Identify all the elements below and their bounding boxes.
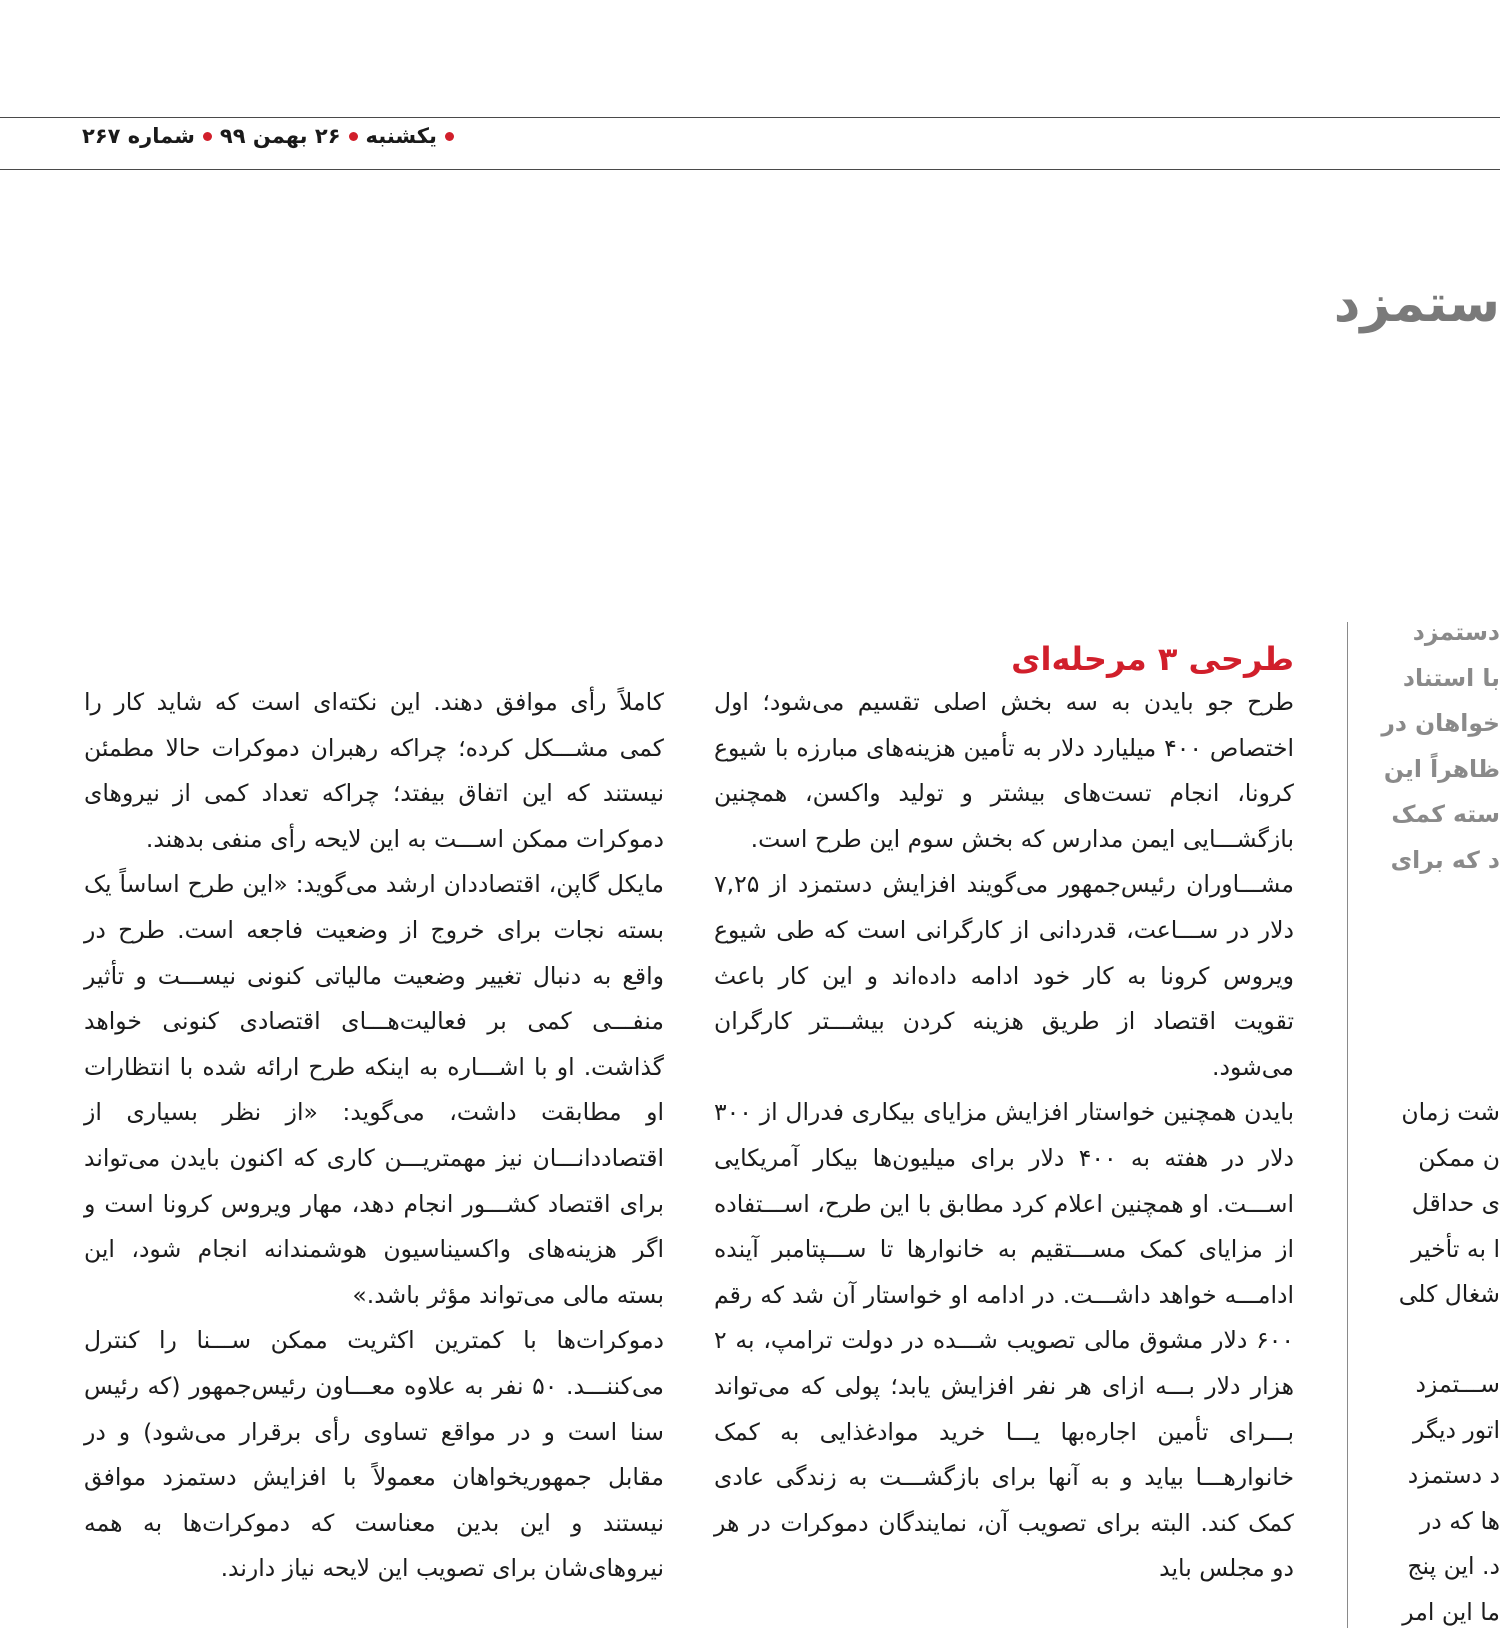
middle-column — [714, 680, 1294, 1592]
right-column-block-1 — [1381, 610, 1500, 884]
right-column-line: ‌ها که در — [1419, 1506, 1500, 1535]
right-column-line: شت زمان — [1401, 1098, 1500, 1126]
paragraph: دموکرات‌ها با کمترین اکثریت ممکن ســـنا را کنترل می‌کننـــد. ۵۰ نفر به علاوه معـــاون رئیس‌جمهور (که رئیس سنا است و در مواقع تساوی رأی برقرار می‌شود) و در مقابل جمهوریخواهان معمولاً با افزایش دستمزد موافق نیستند و این بدین معناست که دموکرات‌ها به همه نیروهای‌شان برای تصویب این لایحه نیاز دارند. — [84, 1326, 664, 1583]
paragraph: مایکل گاپن، اقتصاددان ارشد می‌گوید: «این طرح اساساً یک بسته نجات برای خروج از وضعیت فاجعه است. طرح در واقع به دنبال تغییر وضعیت مالیاتی کنونی نیســـت و تأثیر منفـــی کمی بر فعالیت‌هـــای اقتصادی کنونی خواهد گذاشت. او با اشـــاره به اینکه طرح ارائه شده با انتظارات او مطابقت داشت، می‌گوید: «از نظر بسیاری از اقتصاددانـــان نیز مهمتریـــن کاری که اکنون بایدن می‌تواند برای اقتصاد کشـــور انجام دهد، مهار ویروس کرونا است و اگر هزینه‌های واکسیناسیون هوشمندانه انجام شود، این بسته مالی می‌تواند مؤثر باشد.» — [84, 870, 664, 1309]
right-column-line: ی حداقل — [1411, 1189, 1500, 1218]
right-column-line: ظاهراً این — [1383, 754, 1500, 783]
right-column-block-3 — [1400, 1362, 1500, 1636]
paragraph: بایدن همچنین خواستار افزایش مزایای بیکاری فدرال از ۳۰۰ دلار در هفته به ۴۰۰ دلار برای میلیون‌ها بیکار آمریکایی اســـت. او همچنین اعلام کرد مطابق با این طرح، اســـتفاده از مزایای کمک مســـتقیم به خانوارها تا ســـپتامبر آینده ادامـــه خواهد داشـــت. در ادامه او خواستار آن شد که رقم ۶۰۰ دلار مشوق مالی تصویب شـــده در دولت ترامپ، به ۲ هزار دلار بـــه ازای هر نفر افزایش یابد؛ پولی که می‌تواند بـــرای تأمین اجاره‌بها یـــا خرید موادغذایی به کمک خانوارهـــا بیاید و به آنها برای بازگشـــت به زندگی عادی کمک کند. البته برای تصویب آن، نمایندگان دموکرات در هر دو مجلس باید — [714, 1098, 1294, 1583]
section-heading: طرحی ۳ مرحله‌ای — [1011, 639, 1294, 678]
right-column-block-2 — [1400, 1090, 1500, 1318]
bullet-dot — [445, 132, 454, 141]
right-column-line: با استناد — [1402, 663, 1500, 692]
right-column-line: ما این امر — [1402, 1597, 1500, 1626]
bullet-dot — [203, 132, 212, 141]
column-divider — [1347, 622, 1348, 1628]
folio-day: یکشنبه — [365, 124, 437, 148]
right-column-line: شغال کلی — [1398, 1280, 1500, 1309]
right-column-line: د دستمزد — [1407, 1461, 1500, 1490]
headline-fragment: ستمزد — [1333, 274, 1500, 334]
folio-bar — [82, 124, 454, 148]
right-column-line: ســـتمزد — [1415, 1370, 1500, 1398]
top-rule — [0, 117, 1500, 118]
bottom-rule — [0, 169, 1500, 170]
right-column-line: ن ممکن — [1418, 1143, 1500, 1172]
bullet-dot — [349, 132, 358, 141]
right-column-line: دستمزد — [1412, 618, 1500, 646]
paragraph: مشـــاوران رئیس‌جمهور می‌گویند افزایش دستمزد از ۷,۲۵ دلار در ســـاعت، قدردانی از کارگرانی است که طی شیوع ویروس کرونا به کار خود ادامه داده‌اند و این کار باعث تقویت اقتصاد از طریق هزینه کردن بیشـــتر کارگران می‌شود. — [714, 870, 1294, 1081]
right-column-line: ا به تأخیر — [1411, 1234, 1500, 1263]
right-column-line: سته کمک — [1391, 800, 1500, 829]
paragraph: کاملاً رأی موافق دهند. این نکته‌ای است که شاید کار را کمی مشـــکل کرده؛ چراکه رهبران دموکرات حالا مطمئن نیستند که این اتفاق بیفتد؛ چراکه تعداد کمی از نیروهای دموکرات ممکن اســـت به این لایحه رأی منفی بدهند. — [84, 688, 664, 853]
left-column — [84, 680, 664, 1592]
folio-date: ۲۶ بهمن ۹۹ — [219, 124, 341, 148]
paragraph: طرح جو بایدن به سه بخش اصلی تقسیم می‌شود؛ اول اختصاص ۴۰۰ میلیارد دلار به تأمین هزینه‌های مبارزه با شیوع کرونا، انجام تست‌های بیشتر و تولید واکسن، همچنین بازگشـــایی ایمن مدارس که بخش سوم این طرح است. — [714, 688, 1294, 853]
right-column-line: د. این پنج — [1407, 1552, 1500, 1581]
right-column-line: اتور دیگر — [1413, 1415, 1500, 1444]
right-column-line: خواهان در — [1381, 709, 1500, 738]
folio-issue: شماره ۲۶۷ — [82, 124, 195, 148]
right-column-line: د که برای — [1390, 845, 1500, 874]
